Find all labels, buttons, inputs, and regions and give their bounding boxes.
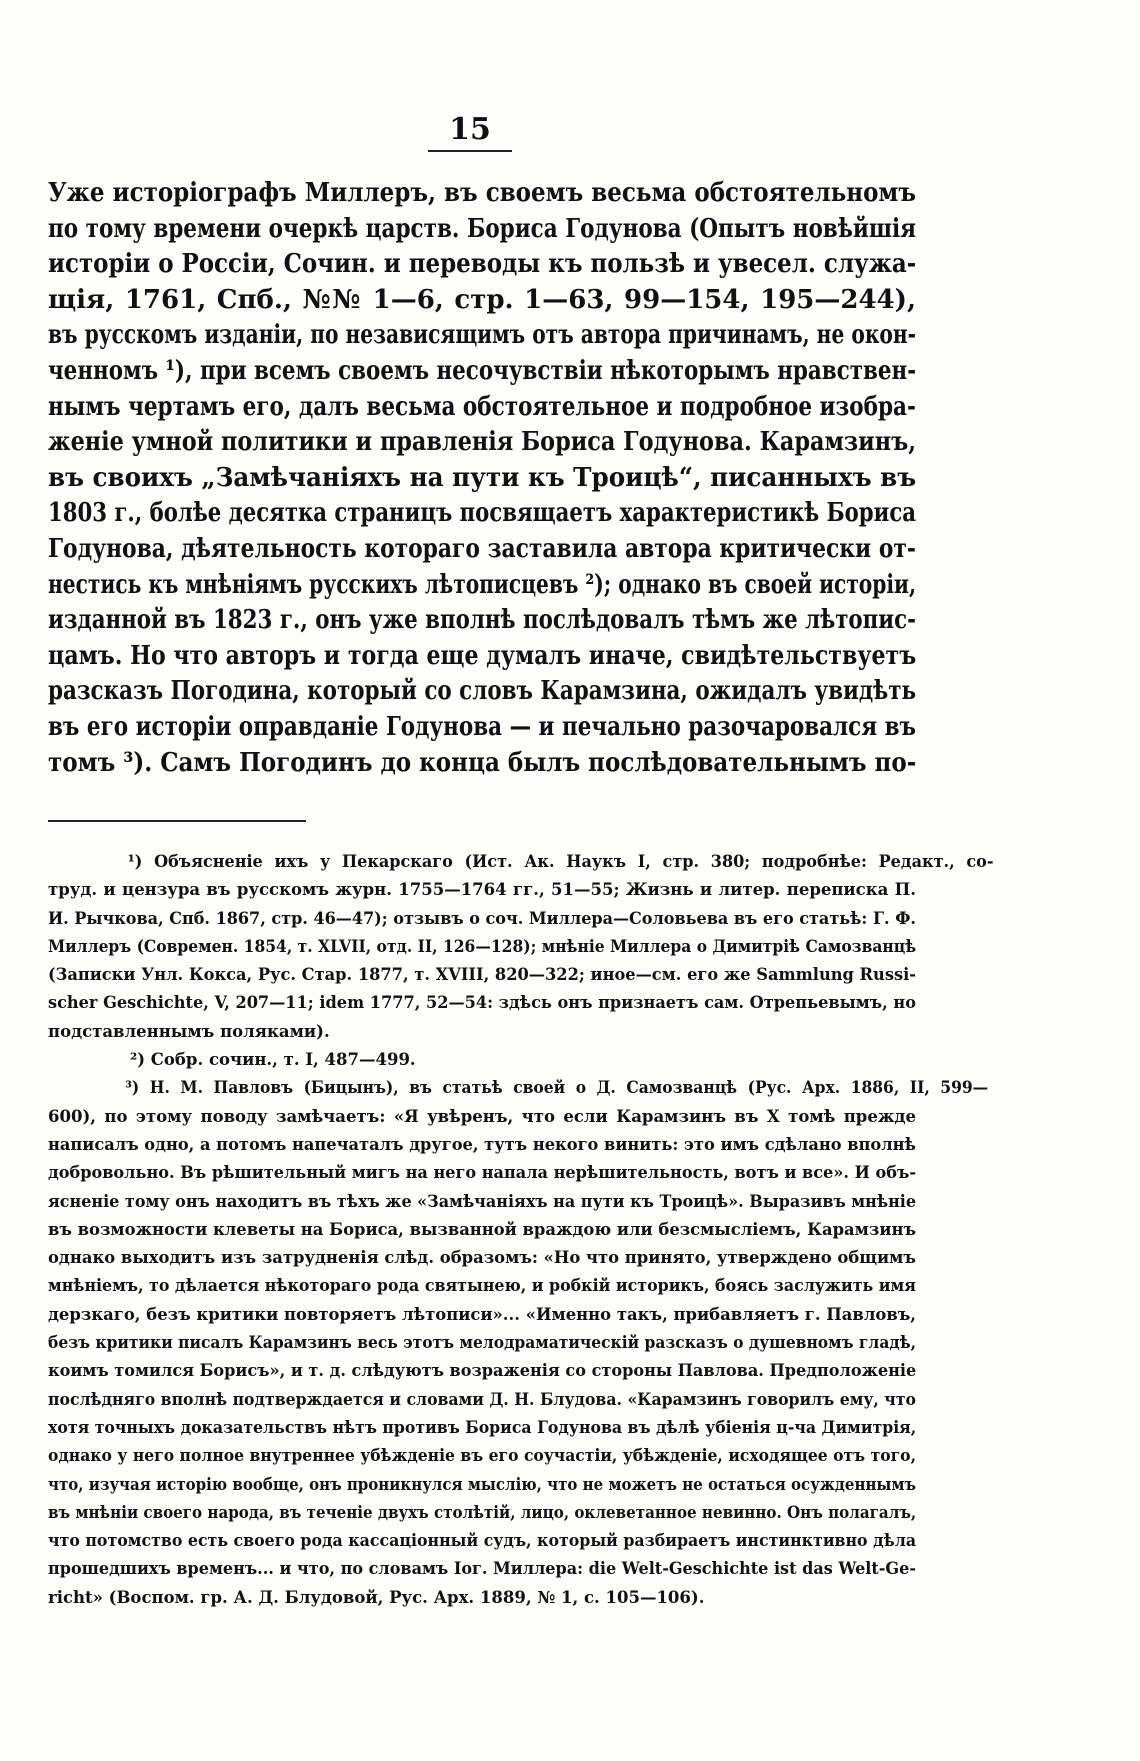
main-text-line: разсказъ Погодина, который со словъ Карамзина, ожидалъ увидѣть bbox=[48, 676, 917, 707]
footnote-3-line: 600), по этому поводу замѣчаетъ: «Я увѣренъ, что если Карамзинъ въ X томѣ прежде bbox=[48, 1106, 916, 1126]
footnote-3-line: въ возможности клеветы на Бориса, вызванной враждою или безсмысліемъ, Карамзинъ bbox=[48, 1219, 916, 1239]
footnote-1-line: scher Geschichte, V, 207—11; idem 1777, 52—54: здѣсь онъ признаетъ сам. Отрепьевымъ, но bbox=[48, 993, 917, 1013]
footnote-3-line: написалъ одно, а потомъ напечаталъ другое, тутъ некого винить: это имъ сдѣлано вполнѣ bbox=[48, 1134, 916, 1154]
main-text-block bbox=[48, 176, 916, 781]
main-text-line: въ его исторіи оправданіе Годунова — и печально разочаровался въ bbox=[48, 711, 917, 742]
main-text-line: Годунова, дѣятельность котораго заставила автора критически от- bbox=[48, 533, 916, 564]
main-text-line: нестись къ мнѣніямъ русскихъ лѣтописцевъ ²); однако въ своей исторіи, bbox=[48, 569, 917, 600]
footnote-3-line: что потомство есть своего рода кассаціонный судъ, который разбираетъ инстинктивно дѣла bbox=[48, 1531, 917, 1551]
footnote-3-line: однако у него полное внутреннее убѣжденіе въ его соучастіи, убѣжденіе, исходящее отъ того, bbox=[48, 1446, 916, 1466]
footnote-3-line: хотя точныхъ доказательствъ нѣтъ противъ Бориса Годунова въ дѣлѣ убіенія ц-ча Димитрія, bbox=[48, 1417, 917, 1437]
page-number: 15 bbox=[449, 112, 491, 147]
footnote-3-line: прошедшихъ временъ... и что, по словамъ Іог. Миллера: die Welt-Geschichte ist das Welt-Ge- bbox=[48, 1559, 916, 1579]
footnote-3-line: коимъ томился Борисъ», и т. д. слѣдуютъ возраженія со стороны Павлова. Предположеніе bbox=[48, 1361, 917, 1381]
main-text-line: томъ ³). Самъ Погодинъ до конца былъ послѣдовательнымъ по- bbox=[48, 747, 917, 778]
footnote-3-line: безъ критики писалъ Карамзинъ весь этотъ мелодраматическій разсказъ о душевномъ гладѣ, bbox=[48, 1333, 917, 1353]
footnote-3-line: послѣдняго вполнѣ подтверждается и словами Д. Н. Блудова. «Карамзинъ говорилъ ему, что bbox=[48, 1389, 916, 1409]
footnote-2-line: ²) Собр. сочин., т. I, 487—499. bbox=[130, 1050, 416, 1070]
footnote-separator bbox=[48, 820, 306, 822]
footnote-1-line: ¹) Объясненіе ихъ у Пекарскаго (Ист. Ак. Наукъ I, стр. 380; подробнѣе: Редакт., со- bbox=[127, 852, 994, 871]
main-text-line: въ своихъ „Замѣчаніяхъ на пути къ Троицѣ“, писанныхъ въ bbox=[48, 462, 917, 493]
footnote-3-line: мнѣніемъ, то дѣлается нѣкотораго рода святынею, и робкій историкъ, боясь заслужить имя bbox=[48, 1276, 916, 1296]
footnote-1-line: Миллеръ (Современ. 1854, т. XLVII, отд. II, 126—128); мнѣніе Миллера о Димитріѣ Самозванцѣ bbox=[48, 936, 917, 956]
footnote-3-line: въ мнѣніи своего народа, въ теченіе двухъ столѣтій, лицо, оклеветанное невинно. Онъ полагалъ, bbox=[48, 1502, 917, 1522]
footnotes-block bbox=[48, 848, 994, 1612]
main-text-line: щія, 1761, Спб., №№ 1—6, стр. 1—63, 99—154, 195—244), bbox=[48, 284, 916, 315]
footnote-3-line: ³) Н. М. Павловъ (Бицынъ), въ статьѣ своей о Д. Самозванцѣ (Рус. Арх. 1886, II, 599— bbox=[125, 1078, 989, 1098]
page-number-rule bbox=[428, 150, 512, 152]
footnote-3-line: однако выходитъ изъ затрудненія слѣд. образомъ: «Но что принято, утверждено общимъ bbox=[48, 1248, 916, 1268]
main-text-line: Уже исторіографъ Миллеръ, въ своемъ весьма обстоятельномъ bbox=[48, 178, 916, 208]
main-text-line: 1803 г., болѣе десятка страницъ посвящаетъ характеристикѣ Бориса bbox=[48, 498, 917, 529]
main-text-line: нымъ чертамъ его, далъ весьма обстоятельное и подробное изобра- bbox=[48, 391, 916, 422]
footnote-1-line: (Записки Унл. Кокса, Рус. Стар. 1877, т. XVIII, 820—322; иное—см. его же Sammlung Russi- bbox=[48, 965, 916, 985]
footnote-3-line: что, изучая исторію вообще, онъ проникнулся мыслію, что не можетъ не остаться осужденнымъ bbox=[48, 1474, 916, 1494]
footnote-1-line: труд. и цензура въ русскомъ журн. 1755—1764 гг., 51—55; Жизнь и литер. переписка П. bbox=[48, 880, 916, 900]
footnote-3-line: ясненіе тому онъ находитъ въ тѣхъ же «Замѣчаніяхъ на пути къ Троицѣ». Выразивъ мнѣніе bbox=[48, 1191, 917, 1211]
footnote-1-line: подставленнымъ поляками). bbox=[48, 1021, 330, 1041]
main-text-line: изданной въ 1823 г., онъ уже вполнѣ послѣдовалъ тѣмъ же лѣтопис- bbox=[48, 605, 917, 636]
main-text-line: въ русскомъ изданіи, по независящимъ отъ автора причинамъ, не окон- bbox=[48, 320, 917, 351]
main-text-line: исторіи о Россіи, Сочин. и переводы къ пользѣ и увесел. служа- bbox=[48, 249, 917, 280]
main-text-line: по тому времени очеркѣ царств. Бориса Годунова (Опытъ новѣйшія bbox=[48, 213, 917, 244]
footnote-3-line: дерзкаго, безъ критики повторяетъ лѣтописи»... «Именно такъ, прибавляетъ г. Павловъ, bbox=[48, 1304, 917, 1324]
main-text-line: женіе умной политики и правленія Бориса Годунова. Карамзинъ, bbox=[48, 427, 916, 458]
main-text-line: ченномъ ¹), при всемъ своемъ несочувствіи нѣкоторымъ нравствен- bbox=[48, 355, 917, 386]
footnote-3-line: richt» (Воспом. гр. А. Д. Блудовой, Рус. Арх. 1889, № 1, с. 105—106). bbox=[48, 1587, 705, 1607]
footnote-1-line: И. Рычкова, Спб. 1867, стр. 46—47); отзывъ о соч. Миллера—Соловьева въ его статьѣ: Г. Ф. bbox=[48, 908, 916, 928]
footnote-3-line: добровольно. Въ рѣшительный мигъ на него напала нерѣшительность, вотъ и все». И объ- bbox=[48, 1163, 917, 1183]
main-text-line: цамъ. Но что авторъ и тогда еще думалъ иначе, свидѣтельствуетъ bbox=[48, 640, 917, 671]
